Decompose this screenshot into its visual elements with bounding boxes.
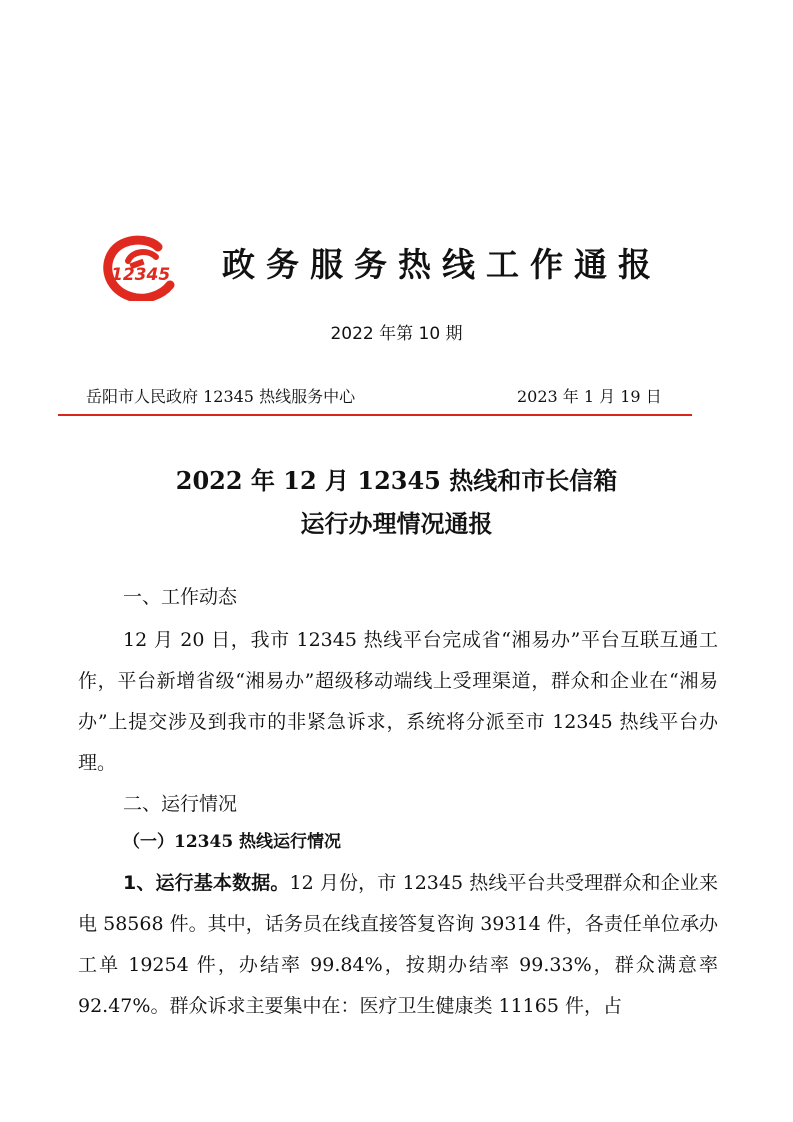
section-heading-operations: 二、运行情况 xyxy=(123,793,238,815)
section-heading-work-updates: 一、工作动态 xyxy=(123,586,238,608)
issuing-organization: 岳阳市人民政府 12345 热线服务中心 xyxy=(86,387,356,406)
issuer-line xyxy=(86,386,686,408)
document-title-line-2: 运行办理情况通报 xyxy=(300,509,493,538)
paragraph-text: 12 月 20 日，我市 12345 热线平台完成省“湘易办”平台互联互通工作，平台新增省级“湘易办”超级移动端线上受理渠道，群众和企业在“湘易办”上提交涉及到我市的非紧急诉求，系统将分派至市 12345 热线平台办理。 xyxy=(78,629,718,774)
document-title-line-1: 2022 年 12 月 12345 热线和市长信箱 xyxy=(175,466,618,495)
work-updates-paragraph xyxy=(78,620,718,784)
subsection-heading-hotline-operations: （一）12345 热线运行情况 xyxy=(123,832,342,852)
basic-data-paragraph xyxy=(78,863,718,1027)
paragraph-body xyxy=(78,863,718,1027)
red-divider-rule xyxy=(58,414,692,416)
logo-number: 12345 xyxy=(111,265,171,285)
masthead-title: 政务服务热线工作通报 xyxy=(222,245,662,284)
issue-number: 2022 年第 10 期 xyxy=(330,324,463,344)
paragraph-lead: 1、运行基本数据。 xyxy=(123,872,290,894)
issue-date: 2023 年 1 月 19 日 xyxy=(517,387,662,406)
paragraph-text: 12 月份，市 12345 热线平台共受理群众和企业来电 58568 件。其中，话务员在线直接答复咨询 39314 件，各责任单位承办工单 19254 件，办结率 99.84%，按期办结率 99.33%，群众满意率 92.47%。群众诉求主要集中在：医疗卫生健康类 11165 件，占 xyxy=(78,872,718,1017)
hotline-12345-logo xyxy=(100,233,180,301)
